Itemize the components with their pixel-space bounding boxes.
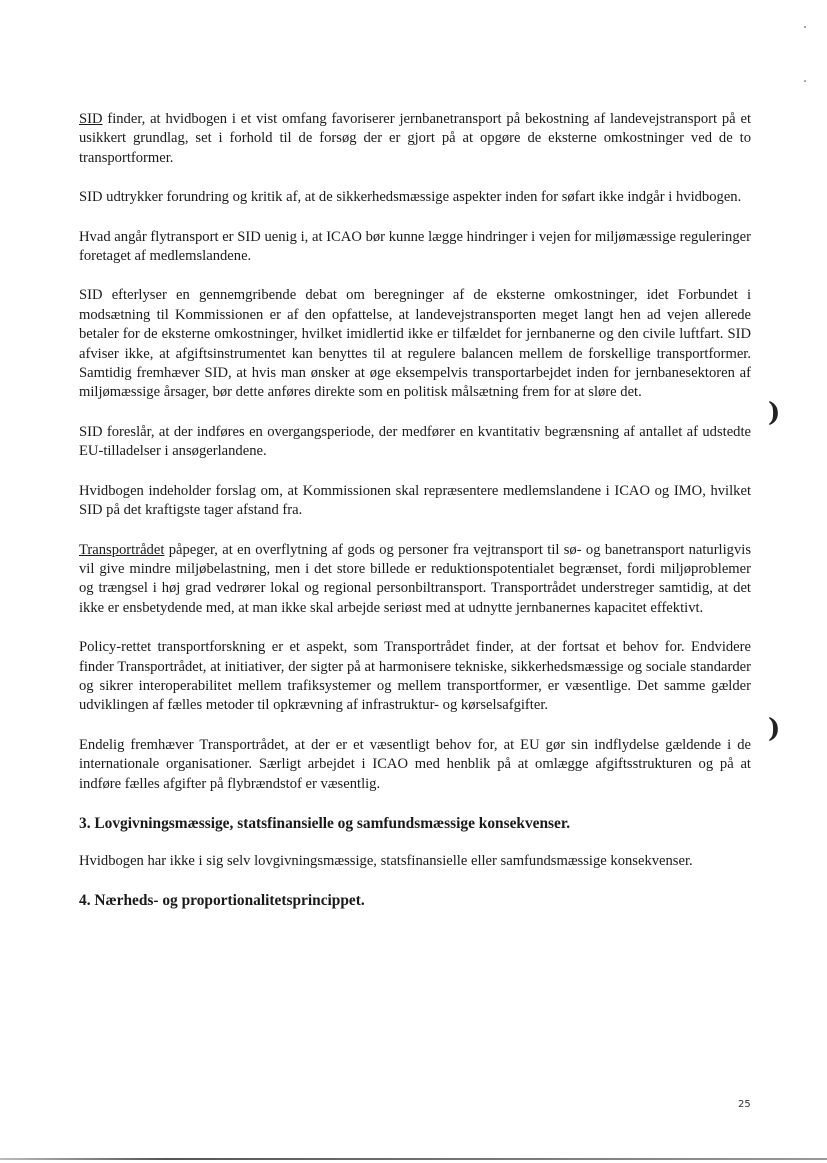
paragraph-sid-debate	[79, 286, 751, 402]
paragraph-sid-transition	[79, 423, 751, 462]
document-body	[79, 110, 751, 929]
scan-speck	[804, 80, 806, 82]
margin-bracket-mark: )	[768, 714, 781, 744]
scan-speck	[804, 26, 806, 28]
paragraph-eu-influence	[79, 736, 751, 794]
bottom-scan-rule	[0, 1158, 827, 1160]
margin-bracket-mark: )	[768, 398, 781, 428]
underlined-lead-sid: SID	[79, 111, 103, 127]
paragraph-text: Policy-rettet transportforskning er et aspekt, som Transportrådet finder, at der fortsat et behov for. Endvidere finder Transportrådet, at initiativer, der sigter på at harmonisere tekniske, sikkerhedsmæssige og sociale standarder og sikrer interoperabilitet mellem trafiksystemer og mellem transportformer, er væsentlige. Det samme gælder udviklingen af fælles metoder til opkrævning af infrastruktur- og kørselsafgifter.	[79, 639, 751, 714]
paragraph-text: påpeger, at en overflytning af gods og personer fra vejtransport til sø- og banetransport naturligvis vil give mindre miljøbelastning, men i det store billede er reduktionspotentialet begrænset, fordi miljøproblemer og trængsel i høj grad vedrører lokal og regional personbiltransport. Transportrådet understreger samtidig, at det ikke er ensbetydende med, at man ikke skal arbejde seriøst med at udnytte jernbanernes kapacitet effektivt.	[79, 541, 751, 616]
paragraph-consequences	[79, 852, 751, 871]
paragraph-text: SID foreslår, at der indføres en overgangsperiode, der medfører en kvantitativ begrænsning af antallet af udstedte EU-tilladelser i ansøgerlandene.	[79, 423, 751, 460]
paragraph-text: Hvad angår flytransport er SID uenig i, at ICAO bør kunne lægge hindringer i vejen for miljømæssige reguleringer foretaget af medlemslandene.	[79, 228, 751, 265]
paragraph-text: SID efterlyser en gennemgribende debat om beregninger af de eksterne omkostninger, idet Forbundet i modsætning til Kommissionen er af den opfattelse, at landevejstransporten meget langt hen ad vejen allerede betaler for de eksterne omkostninger, hvilket imidlertid ikke er tilfældet for jernbanerne og den civile luftfart. SID afviser ikke, at afgiftsinstrumentet kan benyttes til at regulere balancen mellem de forskellige transportformer. Samtidig fremhæver SID, at hvis man ønsker at øge eksempelvis transportarbejdet inden for jernbanesektoren af miljømæssige årsager, bør dette anføres direkte som en politisk målsætning frem for at sløre det.	[79, 287, 751, 401]
page-number: 25	[738, 1099, 751, 1110]
paragraph-text: SID udtrykker forundring og kritik af, at de sikkerhedsmæssige aspekter inden for søfart ikke indgår i hvidbogen.	[79, 189, 742, 206]
paragraph-policy-research	[79, 638, 751, 716]
paragraph-text: Hvidbogen indeholder forslag om, at Kommissionen skal repræsentere medlemslandene i ICAO og IMO, hvilket SID på det kraftigste tager afstand fra.	[79, 482, 751, 519]
paragraph-text: Endelig fremhæver Transportrådet, at der er et væsentligt behov for, at EU gør sin indflydelse gældende i de internationale organisationer. Særligt arbejdet i ICAO med henblik på at omlægge afgiftsstrukturen og på at indføre fælles afgifter på flybrændstof er væsentlig.	[79, 736, 751, 792]
paragraph-text: finder, at hvidbogen i et vist omfang favoriserer jernbanetransport på bekostning af landevejstransport på et usikkert grundlag, set i forhold til de forsøg der er gjort på at opgøre de eksterne omkostninger ved de to transportformer.	[79, 111, 751, 166]
section-heading-3: 3. Lovgivningsmæssige, statsfinansielle og samfundsmæssige konsekvenser.	[79, 814, 571, 832]
paragraph-sid-aviation	[79, 228, 751, 267]
paragraph-text: Hvidbogen har ikke i sig selv lovgivningsmæssige, statsfinansielle eller samfundsmæssige konsekvenser.	[79, 852, 693, 869]
paragraph-transportraadet-intro	[79, 541, 751, 619]
paragraph-hvidbogen-icao	[79, 482, 751, 521]
paragraph-sid-safety	[79, 188, 751, 207]
section-heading-4: 4. Nærheds- og proportionalitetsprincippet.	[79, 892, 365, 910]
underlined-lead-transportraadet: Transportrådet	[79, 541, 165, 558]
paragraph-sid-intro	[79, 110, 751, 168]
